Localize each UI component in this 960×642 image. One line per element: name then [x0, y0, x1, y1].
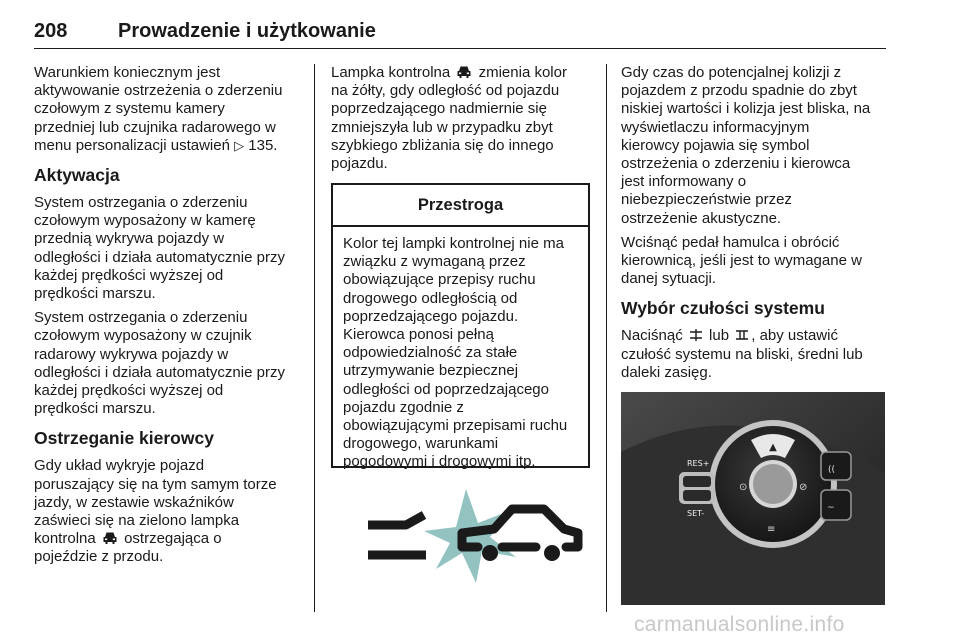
gap-increase-icon [735, 328, 749, 342]
gap-icon: ≡ [767, 524, 776, 535]
caution-box [331, 183, 590, 471]
gap-decrease-icon [689, 328, 703, 342]
column-middle [331, 64, 593, 179]
collision-illustration [366, 485, 586, 585]
page-number: 208 [34, 20, 68, 42]
paragraph-driver: Gdy układ wykryje pojazd poruszający się na tym samym torze jazdy, w zestawie wskaźników zaświeci się na zielono lampka kontrolna ostrzegająca o pojeździe z przodu. [34, 457, 277, 566]
caution-text: Kolor tej lampki kontrolnej nie ma związku z wymaganą przez obowiązujące przepisy ruchu drogowego odległością od poprzedzającego pojazdu. Kierowca ponosi pełną odpowiedzialność za stałe utrzymywanie bezpiecznej odległości od poprzedzającego pojazdu zgodnie z obowiązującymi przepisami ruchu drogowego, warunkami pogodowymi i drogowymi itp. [343, 235, 568, 471]
limiter-icon: ⊘ [799, 482, 808, 493]
paragraph-camera: System ostrzegania o zderzeniu czołowym wyposażony w kamerę przednią wykrywa pojazdy w odległości i działa automatycznie przy każdej prędkości wyższej od prędkości marszu. [34, 194, 285, 303]
paragraph-radar: System ostrzegania o zderzeniu czołowym wyposażony w czujnik radarowy wykrywa pojazdy w odległości i działa automatycznie przy każdej prędkości wyższej od prędkości marszu. [34, 309, 285, 418]
set-label: SET- [687, 509, 705, 518]
heading-activation: Aktywacja [34, 165, 120, 186]
paragraph-brake: Wciśnąć pedał hamulca i obrócić kierownicą, jeśli jest to wymagane w danej sytuacji. [621, 233, 862, 288]
heading-sensitivity: Wybór czułości systemu [621, 298, 825, 319]
paragraph-press: Naciśnąć lub , aby ustawić czułość systemu na bliski, średni lub daleki zasięg. [621, 327, 863, 381]
vehicle-ahead-icon [456, 65, 472, 79]
res-label: RES+ [687, 459, 710, 468]
column-left [34, 64, 309, 573]
caution-title: Przestroga [333, 185, 588, 227]
heading-driver-warning: Ostrzeganie kierowcy [34, 428, 214, 449]
page-header [34, 14, 886, 49]
paragraph-collision: Gdy czas do potencjalnej kolizji z pojazdem z przodu spadnie do zbyt niskiej wartości i kolizja jest bliska, na wyświetlaczu informacyjnym kierowcy pojawia się symbol ostrzeżenia o zderzeniu i kierowca jest informowany o niebezpieczeństwie przez ostrzeżenie akustyczne. [621, 64, 871, 227]
column-divider-1 [314, 64, 315, 612]
page-title: Prowadzenie i użytkowanie [118, 20, 376, 42]
column-divider-2 [606, 64, 607, 612]
page-ref-arrow-icon: ▷ [234, 137, 245, 153]
vehicle-ahead-icon [102, 531, 118, 545]
cruise-icon: ⊙ [739, 482, 748, 493]
steering-wheel-photo [621, 392, 885, 605]
svg-text:~: ~ [827, 503, 835, 513]
column-right [621, 64, 887, 388]
rear-car-icon [368, 515, 426, 555]
intro-paragraph: Warunkiem koniecznym jest aktywowanie ostrzeżenia o zderzeniu czołowym z systemu kamery przedniej lub czujnika radarowego w menu personalizacji ustawień ▷ 135. [34, 64, 283, 154]
svg-text:▲: ▲ [769, 442, 777, 453]
watermark: carmanualsonline.info [634, 613, 845, 636]
paragraph-indicator: Lampka kontrolna zmienia kolor na żółty, gdy odległość od pojazdu poprzedzającego nadmiernie się zmniejszyła lub w przypadku zbyt szybkiego zbliżania się do innego pojazdu. [331, 64, 567, 173]
svg-text:((: (( [828, 465, 836, 475]
page-reference: 135. [248, 136, 278, 154]
